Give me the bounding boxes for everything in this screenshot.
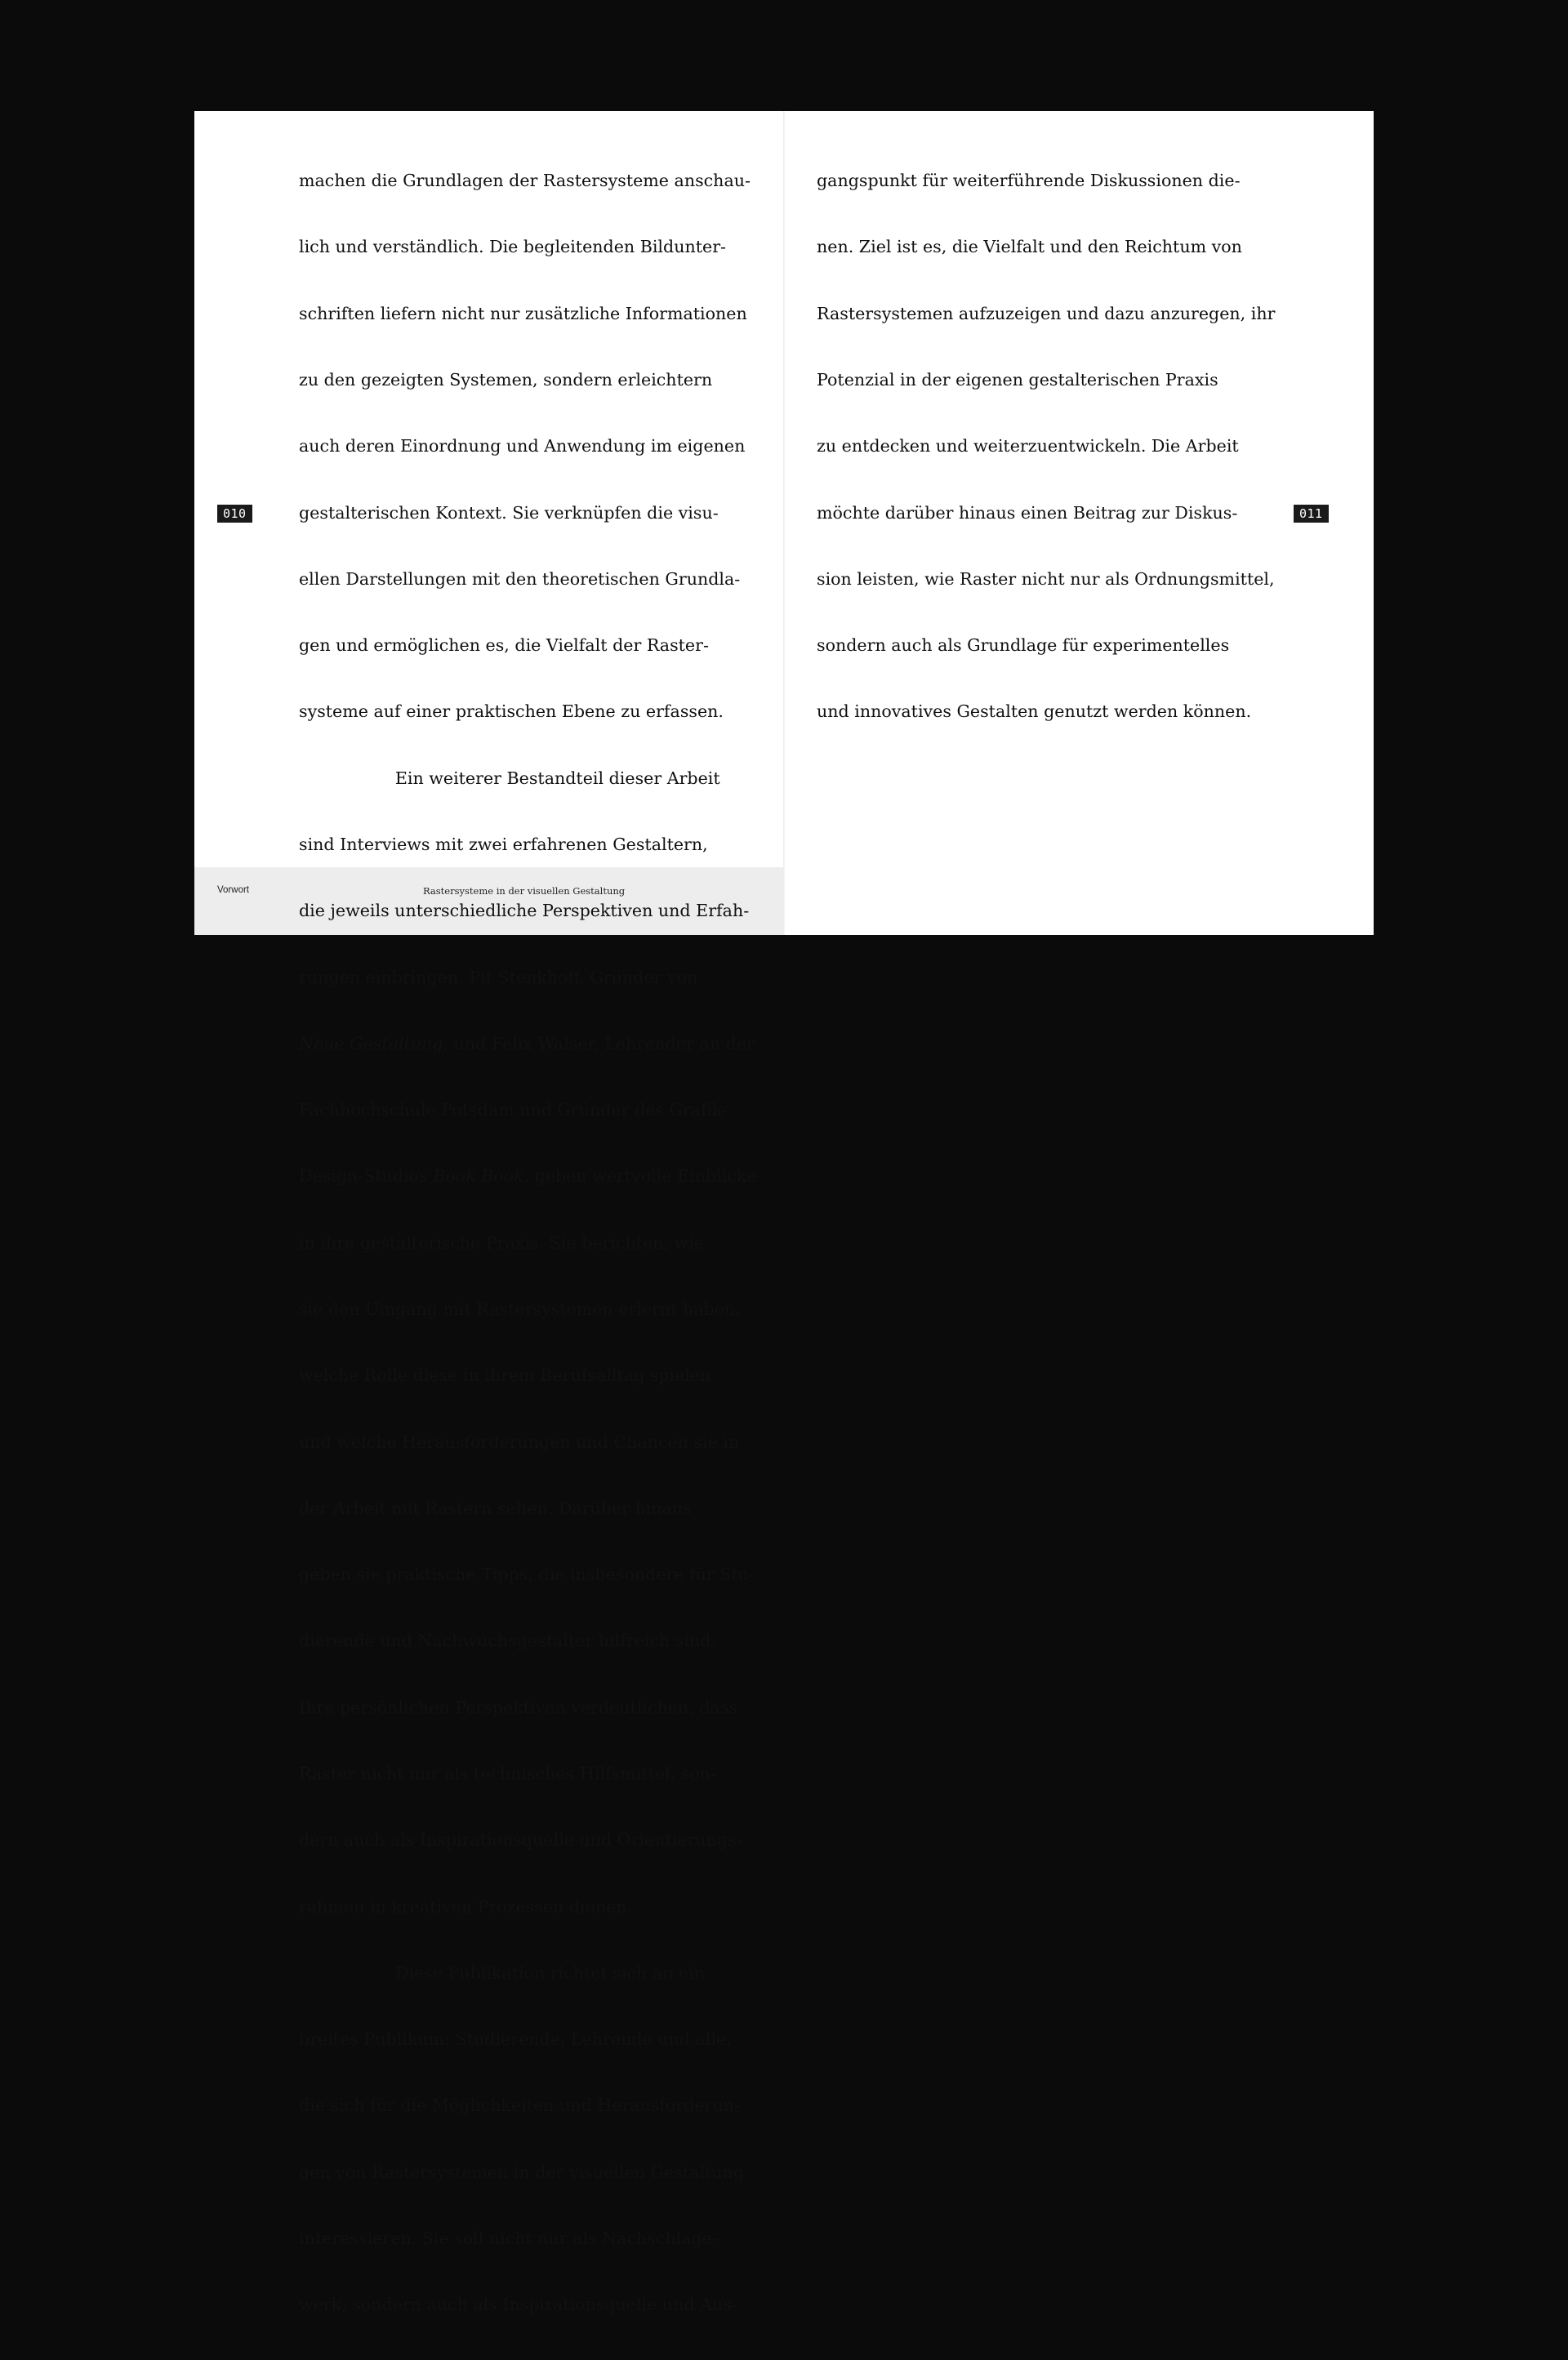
text-line-italic bbox=[299, 1165, 757, 1187]
body-text-right bbox=[817, 126, 1275, 768]
text-line: Diese Publikation richtet sich an ein bbox=[299, 1962, 705, 1983]
text-line: der Arbeit mit Rastern sehen. Darüber hinaus bbox=[299, 1498, 692, 1518]
running-section-label: Vorwort bbox=[217, 885, 249, 895]
text-line: werk, sondern auch als Inspirationsquelle und Aus- bbox=[299, 2295, 737, 2315]
body-text-left bbox=[299, 126, 757, 2360]
text-line: rungen einbringen. Pit Stenkhoff, Gründer von bbox=[299, 967, 698, 987]
right-page bbox=[784, 111, 1374, 935]
text-line-italic bbox=[299, 1033, 757, 1055]
text-line: und innovatives Gestalten genutzt werden können. bbox=[817, 701, 1252, 722]
text-line: gestalterischen Kontext. Sie verknüpfen die visu- bbox=[299, 502, 719, 523]
text-line: interessieren. Sie soll nicht nur als Nachschlage- bbox=[299, 2228, 718, 2248]
text-line: auch deren Einordnung und Anwendung im eigenen bbox=[299, 436, 746, 456]
text-line: breites Publikum: Studierende, Lehrende und alle, bbox=[299, 2029, 732, 2050]
text-line: machen die Grundlagen der Rastersysteme anschau- bbox=[299, 171, 751, 191]
text-line: sind Interviews mit zwei erfahrenen Gestaltern, bbox=[299, 835, 708, 854]
text-line: in ihre gestalterische Praxis. Sie berichten, wie bbox=[299, 1232, 704, 1253]
text-line: welche Rolle diese in ihrem Berufsalltag spielen bbox=[299, 1365, 711, 1386]
text-line: rahmen in kreativen Prozessen dienen. bbox=[299, 1896, 633, 1917]
text-line: die sich für die Möglichkeiten und Herausforderun- bbox=[299, 2095, 740, 2116]
text-line: Ein weiterer Bestandteil dieser Arbeit bbox=[299, 768, 720, 788]
text-line: sie den Umgang mit Rastersystemen erlernt haben, bbox=[299, 1298, 741, 1319]
text-line: zu entdecken und weiterzuentwickeln. Die Arbeit bbox=[817, 436, 1239, 456]
text-line: sondern auch als Grundlage für experimentelles bbox=[817, 635, 1230, 656]
book-spread bbox=[194, 111, 1374, 2315]
italic-title: Neue Gestaltung, bbox=[299, 1033, 449, 1053]
text-line: und welche Herausforderungen und Chancen sie in bbox=[299, 1432, 740, 1452]
text-line: möchte darüber hinaus einen Beitrag zur Diskus- bbox=[817, 502, 1238, 523]
text-line: Rastersystemen aufzuzeigen und dazu anzuregen, ihr bbox=[817, 303, 1276, 323]
text-line: ellen Darstellungen mit den theoretischen Grundla- bbox=[299, 568, 741, 589]
text-line: geben sie praktische Tipps, die insbesondere für Stu- bbox=[299, 1565, 755, 1585]
text-line: Raster nicht nur als technisches Hilfsmittel, son- bbox=[299, 1763, 716, 1783]
text-segment: Design-Studios bbox=[299, 1166, 434, 1187]
text-line: systeme auf einer praktischen Ebene zu erfassen. bbox=[299, 701, 724, 722]
text-line: gangspunkt für weiterführende Diskussionen die- bbox=[817, 171, 1241, 191]
italic-title: Book Book, bbox=[433, 1166, 530, 1187]
text-line: gen von Rastersystemen in der visuellen Gestaltung bbox=[299, 2162, 744, 2182]
text-line: lich und verständlich. Die begleitenden Bildunter- bbox=[299, 237, 726, 257]
text-line: Fachhochschule Potsdam und Gründer des Grafik- bbox=[299, 1100, 728, 1120]
text-line: schriften liefern nicht nur zusätzliche Informationen bbox=[299, 303, 747, 323]
text-line: zu den gezeigten Systemen, sondern erleichtern bbox=[299, 370, 713, 390]
text-line: dern auch als Inspirationsquelle und Orientierungs- bbox=[299, 1830, 742, 1850]
text-line: Potenzial in der eigenen gestalterischen Praxis bbox=[817, 370, 1218, 390]
text-line: sion leisten, wie Raster nicht nur als Ordnungsmittel, bbox=[817, 568, 1275, 589]
text-line: nen. Ziel ist es, die Vielfalt und den Reichtum von bbox=[817, 237, 1242, 257]
text-line: gen und ermöglichen es, die Vielfalt der Raster- bbox=[299, 635, 709, 656]
running-title: Rastersysteme in der visuellen Gestaltung bbox=[423, 885, 626, 897]
text-line: Ihre persönlichen Perspektiven verdeutlichen, dass bbox=[299, 1697, 737, 1717]
page-number: 010 bbox=[217, 505, 252, 523]
text-line: dierende und Nachwuchsgestalter hilfreich sind. bbox=[299, 1631, 716, 1651]
left-page bbox=[194, 111, 784, 2315]
text-segment: geben wertvolle Einblicke bbox=[529, 1166, 757, 1187]
page-number: 011 bbox=[1294, 505, 1329, 523]
text-segment: und Felix Walser, Lehrender an der bbox=[448, 1033, 755, 1053]
text-line: die jeweils unterschiedliche Perspektiven und Erfah- bbox=[299, 901, 750, 921]
